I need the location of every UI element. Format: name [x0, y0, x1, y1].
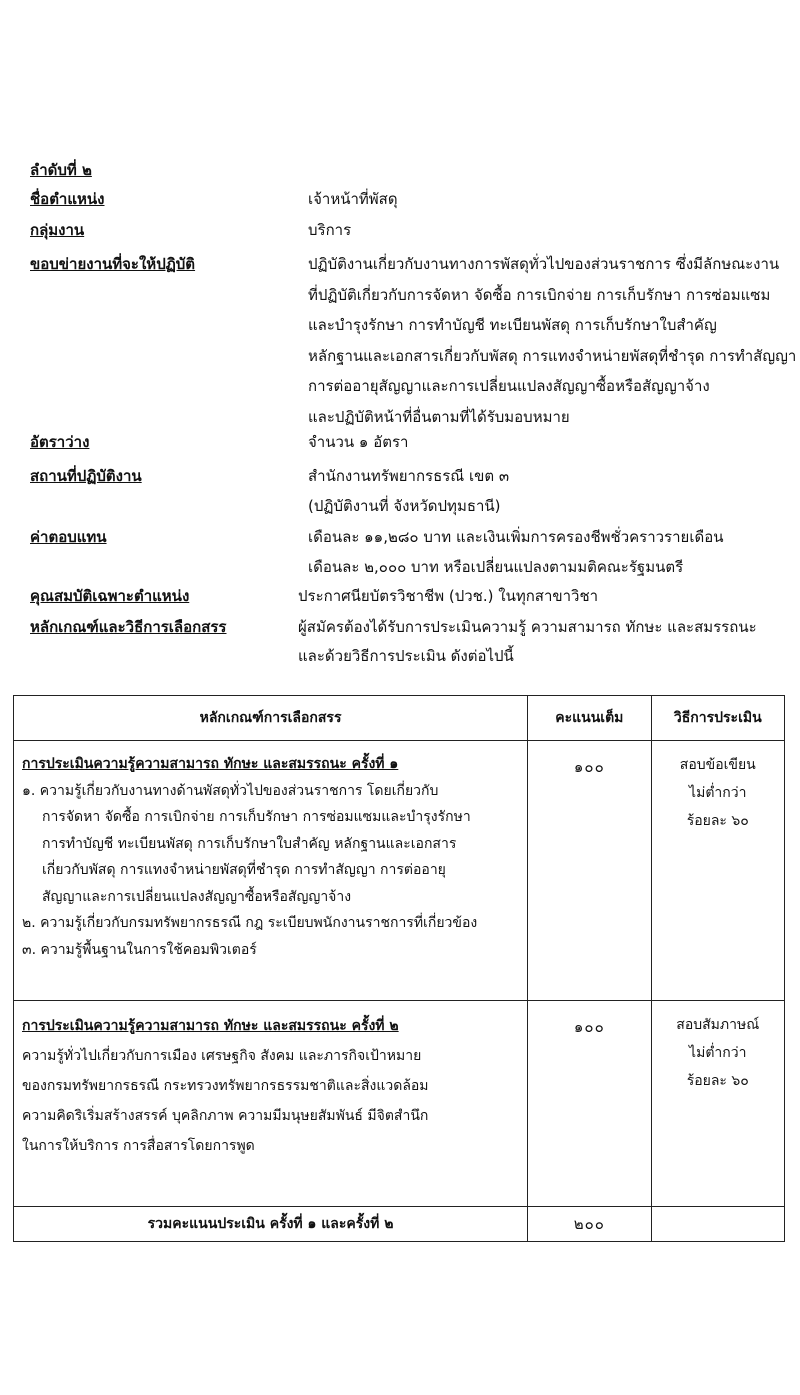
method-line: ไม่ต่ำกว่า: [689, 1045, 747, 1061]
criteria-line: ความรู้ทั่วไปเกี่ยวกับการเมือง เศรษฐกิจ สังคม และภารกิจเป้าหมาย: [22, 1048, 422, 1064]
workgroup-label: กลุ่มงาน: [30, 221, 85, 239]
criteria-line: ของกรมทรัพยากรธรณี กระทรวงทรัพยากรธรรมชาติและสิ่งแวดล้อม: [22, 1078, 429, 1094]
total-method: [651, 1207, 784, 1242]
qualification-value: ประกาศนียบัตรวิชาชีพ (ปวช.) ในทุกสาขาวิชา: [298, 587, 599, 605]
criteria-cell: [14, 741, 528, 1001]
vacancy-value: จำนวน ๑ อัตรา: [308, 433, 409, 451]
position-value: เจ้าหน้าที่พัสดุ: [308, 190, 398, 208]
total-label: รวมคะแนนประเมิน ครั้งที่ ๑ และครั้งที่ ๒: [14, 1207, 528, 1242]
section-title: การประเมินความรู้ความสามารถ ทักษะ และสมรรถนะ ครั้งที่ ๒: [22, 1018, 399, 1034]
criteria-line: ๓. ความรู้พื้นฐานในการใช้คอมพิวเตอร์: [22, 941, 257, 958]
method-header: วิธีการประเมิน: [651, 696, 784, 741]
method-line: ไม่ต่ำกว่า: [689, 785, 747, 801]
selection-value: และด้วยวิธีการประเมิน ดังต่อไปนี้: [298, 647, 514, 665]
compensation-value: เดือนละ ๒,๐๐๐ บาท หรือเปลี่ยนแปลงตามมติคณะรัฐมนตรี: [308, 558, 684, 576]
criteria-line: การจัดหา จัดซื้อ การเบิกจ่าย การเก็บรักษา การซ่อมแซมและบำรุงรักษา: [42, 809, 471, 825]
score-cell: [528, 741, 651, 1001]
method-cell: [651, 741, 784, 1001]
vacancy-label: อัตราว่าง: [30, 433, 90, 451]
workplace-value: (ปฏิบัติงานที่ จังหวัดปทุมธานี): [308, 497, 501, 515]
score-cell: [528, 1001, 651, 1207]
selection-value: ผู้สมัครต้องได้รับการประเมินความรู้ ความสามารถ ทักษะ และสมรรถนะ: [298, 618, 757, 636]
scope-line: และปฏิบัติหน้าที่อื่นตามที่ได้รับมอบหมาย: [308, 407, 570, 426]
qualification-label: คุณสมบัติเฉพาะตำแหน่ง: [30, 587, 190, 605]
total-score: ๒๐๐: [528, 1207, 651, 1242]
table-row: [14, 741, 785, 1001]
criteria-header: หลักเกณฑ์การเลือกสรร: [14, 696, 528, 741]
criteria-line: ๒. ความรู้เกี่ยวกับกรมทรัพยากรธรณี กฎ ระเบียบพนักงานราชการที่เกี่ยวข้อง: [22, 915, 478, 931]
table-row: [14, 1001, 785, 1207]
total-row: [14, 1207, 785, 1242]
compensation-value: เดือนละ ๑๑,๒๘๐ บาท และเงินเพิ่มการครองชีพชั่วคราวรายเดือน: [308, 528, 724, 546]
scope-line: การต่ออายุสัญญาและการเปลี่ยนแปลงสัญญาซื้อหรือสัญญาจ้าง: [308, 377, 710, 395]
section-title: การประเมินความรู้ความสามารถ ทักษะ และสมรรถนะ ครั้งที่ ๑: [22, 756, 399, 772]
order-label: ลำดับที่ ๒: [30, 161, 92, 179]
scope-line: หลักฐานและเอกสารเกี่ยวกับพัสดุ การแทงจำหน่ายพัสดุที่ชำรุด การทำสัญญา: [308, 346, 797, 365]
method-cell: [651, 1001, 784, 1207]
method-line: ร้อยละ ๖๐: [686, 1073, 749, 1089]
selection-label: หลักเกณฑ์และวิธีการเลือกสรร: [30, 618, 227, 636]
criteria-cell: [14, 1001, 528, 1207]
method-line: สอบสัมภาษณ์: [676, 1017, 760, 1033]
workgroup-value: บริการ: [308, 221, 352, 239]
scope-value: [308, 249, 797, 432]
criteria-line: ความคิดริเริ่มสร้างสรรค์ บุคลิกภาพ ความมีมนุษยสัมพันธ์ มีจิตสำนึก: [22, 1108, 429, 1124]
position-label: ชื่อตำแหน่ง: [30, 190, 105, 208]
method-line: สอบข้อเขียน: [679, 757, 756, 773]
scope-line: ที่ปฏิบัติเกี่ยวกับการจัดหา จัดซื้อ การเบิกจ่าย การเก็บรักษา การซ่อมแซม: [308, 285, 771, 304]
compensation-label: ค่าตอบแทน: [30, 528, 107, 546]
criteria-line: สัญญาและการเปลี่ยนแปลงสัญญาซื้อหรือสัญญาจ้าง: [42, 888, 352, 905]
score-value: ๑๐๐: [573, 1018, 605, 1036]
workplace-value: สำนักงานทรัพยากรธรณี เขต ๓: [308, 467, 510, 485]
scope-line: ปฏิบัติงานเกี่ยวกับงานทางการพัสดุทั่วไปของส่วนราชการ ซึ่งมีลักษณะงาน: [308, 255, 780, 273]
criteria-line: เกี่ยวกับพัสดุ การแทงจำหน่ายพัสดุที่ชำรุด การทำสัญญา การต่ออายุ: [42, 862, 446, 878]
workplace-label: สถานที่ปฏิบัติงาน: [30, 467, 142, 485]
table-header-row: [14, 696, 785, 741]
score-value: ๑๐๐: [573, 758, 605, 776]
criteria-line: การทำบัญชี ทะเบียนพัสดุ การเก็บรักษาใบสำคัญ หลักฐานและเอกสาร: [42, 835, 457, 852]
criteria-table: [13, 695, 785, 1242]
criteria-line: ๑. ความรู้เกี่ยวกับงานทางด้านพัสดุทั่วไปของส่วนราชการ โดยเกี่ยวกับ: [22, 782, 439, 799]
criteria-line: ในการให้บริการ การสื่อสารโดยการพูด: [22, 1138, 255, 1154]
score-header: คะแนนเต็ม: [528, 696, 651, 741]
method-line: ร้อยละ ๖๐: [686, 813, 749, 829]
scope-line: และบำรุงรักษา การทำบัญชี ทะเบียนพัสดุ การเก็บรักษาใบสำคัญ: [308, 316, 717, 334]
scope-label: ขอบข่ายงานที่จะให้ปฏิบัติ: [30, 255, 196, 273]
